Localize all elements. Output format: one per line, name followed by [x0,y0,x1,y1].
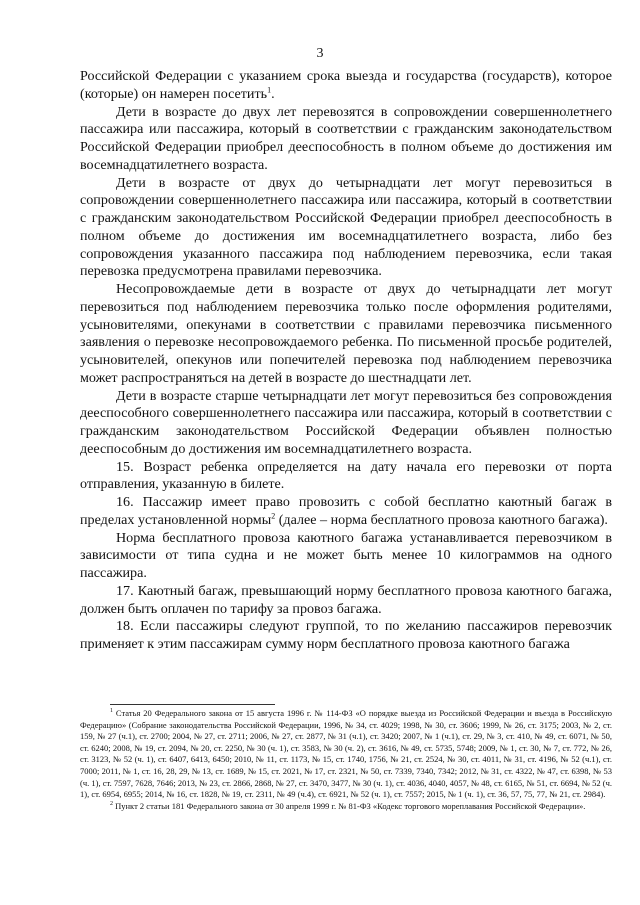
paragraph-item-16: 16. Пассажир имеет право провозить с собой бесплатно каютный багаж в пределах установленной нормы$^2$ (далее – норма бесплатного провоза каютного багажа). [80,494,612,528]
footnote-ref-2: 2 [271,511,276,521]
footnote-ref-1: 1 [267,85,272,95]
paragraph-continuation: Российской Федерации с указанием срока выезда и государства (государств), которое (которые) он намерен посетить$^1$. [80,68,612,102]
paragraph-children-under-two: Дети в возрасте до двух лет перевозятся в сопровождении совершеннолетнего пассажира или пассажира, который в соответствии с гражданским законодательством Российской Федерации приобрел дееспособность в полном объеме до достижения им восемнадцатилетнего возраста. [80,103,612,173]
page-number: 3 [316,46,324,61]
paragraph-item-15: 15. Возраст ребенка определяется на дату начала его перевозки от порта отправления, указанную в билете. [80,458,612,493]
footnote-2: $^2$ Пункт 2 статьи 181 Федерального закона от 30 апреля 1999 г. № 81-ФЗ «Кодекс торгового мореплавания Российской Федерации». [110,800,586,811]
document-body [80,68,612,654]
paragraph-item-17: 17. Каютный багаж, превышающий норму бесплатного провоза каютного багажа, должен быть оплачен по тарифу за провоз багажа. [80,582,612,617]
footnotes [80,708,612,812]
paragraph-children-over-fourteen: Дети в возрасте старше четырнадцати лет могут перевозиться без сопровождения дееспособного совершеннолетнего пассажира или пассажира, который в соответствии с гражданским законодательством Российской Федерации объявлен полностью дееспособным до достижения им восемнадцатилетнего возраста. [80,387,612,457]
paragraph-item-18: 18. Если пассажиры следуют группой, то по желанию пассажиров перевозчик применяет к этим пассажирам сумму норм бесплатного провоза каютного багажа [80,618,612,652]
paragraph-unaccompanied-children: Несопровождаемые дети в возрасте от двух до четырнадцати лет могут перевозиться под наблюдением перевозчика только после оформления родителями, усыновителями, опекунами в соответствии с правилами перевозчика письменного заявления о перевозке несопровождаемого ребенка. По письменной просьбе родителей, усыновителей, опекунов или попечителей перевозка под наблюдением перевозчика может распространяться на детей в возрасте до шестнадцати лет. [80,281,612,386]
footnote-1: $^1$ Статья 20 Федерального закона от 15 августа 1996 г. № 114-ФЗ «О порядке выезда из Российской Федерации и въезда в Российскую Федерацию» (Собрание законодательства Российской Федерации, 1996, № 34, ст. 4029; 1998, № 30, ст. 3606; 1999, № 26, ст. 3175; 2003, № 2, ст. 159, № 27 (ч.1), ст. 2700; 2004, № 27, ст. 2711; 2006, № 27, ст. 2877, № 31 (ч.1), ст. 3420; 2007, № 1 (ч.1), ст. 29, № 3, ст. 410, № 49, ст. 6071, № 50, ст. 6240; 2008, № 19, ст. 2094, № 20, ст. 2250, № 30 (ч. 1), ст. 3583, № 30 (ч. 2), ст. 3616, № 49, ст. 5735, 5748; 2009, № 1, ст. 30, № 7, ст. 772, № 26, ст. 3123, № 52 (ч. 1), ст. 6407, 6413, 6450; 2010, № 11, ст. 1173, № 15, ст. 1740, 1756, № 21, ст. 2524, № 30, ст. 4011, № 31, ст. 4196, № 52 (ч.1), ст. 7000; 2011, № 1, ст. 16, 28, 29, № 13, ст. 1689, № 15, ст. 2021, № 17, ст. 2321, № 50, ст. 7339, 7340, 7342; 2012, № 31, ст. 4322, № 47, ст. 6398, № 53 (ч. 1), ст. 7597, 7628, 7646; 2013, № 23, ст. 2866, 2868, № 27, ст. 3470, 3477, № 30 (ч. 1), ст. 4036, 4040, 4057, № 48, ст. 6165, № 51, ст. 6694, № 52 (ч. 1), ст. 6954, 6955; 2014, № 16, ст. 1828, № 19, ст. 2311, № 49 (ч.4), ст. 6921, № 52 (ч. 1), ст. 7557; 2015, № 1 (ч. 1), ст. 36, 57, 75, 77, № 21, ст. 2984). [80,708,612,800]
paragraph-children-two-to-fourteen: Дети в возрасте от двух до четырнадцати лет могут перевозиться в сопровождении совершеннолетнего пассажира или пассажира, который в соответствии с гражданским законодательством Российской Федерации приобрел дееспособность в полном объеме до достижения им восемнадцатилетнего возраста, либо без сопровождения указанного пассажира под наблюдением перевозчика, если такая перевозка предусмотрена правилами перевозчика. [80,174,612,280]
footnote-separator [110,704,275,705]
paragraph-baggage-norm: Норма бесплатного провоза каютного багажа устанавливается перевозчиком в зависимости от типа судна и не может быть менее 10 килограммов на одного пассажира. [80,529,612,581]
